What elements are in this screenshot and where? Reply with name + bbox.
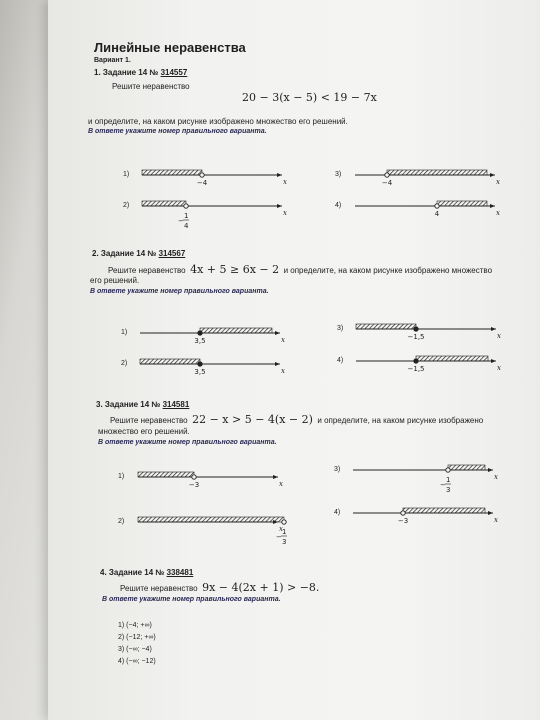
svg-text:1: 1: [282, 528, 287, 536]
point-label: 4: [434, 210, 440, 218]
task-4-number-link[interactable]: 338481: [166, 568, 194, 577]
axis-variable-label: x: [281, 336, 285, 344]
axis-variable-label: x: [496, 209, 500, 217]
worksheet-page: [48, 0, 540, 720]
axis-arrow-icon: [490, 204, 495, 208]
point-label: −3: [397, 517, 409, 525]
axis-arrow-icon: [273, 475, 278, 479]
svg-text:3: 3: [282, 538, 287, 546]
axis-variable-label: x: [281, 367, 285, 375]
svg-text:−: −: [276, 533, 282, 541]
task-2-statement: [108, 260, 492, 278]
task-4-statement: [120, 578, 319, 596]
axis-variable-label: x: [496, 178, 500, 186]
axis-arrow-icon: [488, 468, 493, 472]
t1-option-1-label: 1): [123, 171, 130, 178]
point-label: −4: [196, 179, 208, 187]
page-title: Линейные неравенства: [94, 40, 246, 55]
open-point: [282, 520, 286, 524]
hatched-solution-region: [437, 201, 487, 206]
closed-point: [198, 362, 202, 366]
task-1-inequality: 20 − 3(x − 5) < 19 − 7x: [242, 91, 377, 104]
t3-option-1-numberline[interactable]: [136, 466, 286, 502]
t3-option-3-label: 3): [334, 466, 341, 473]
svg-text:−: −: [440, 481, 446, 489]
task-2-instruction: В ответе укажите номер правильного варианта.: [90, 288, 269, 295]
t2-option-4-numberline[interactable]: [354, 350, 504, 386]
task-3-number-link[interactable]: 314581: [162, 400, 190, 409]
task-3-after-line1: и определите, на каком рисунке изображено: [317, 416, 484, 425]
t3-option-4-numberline[interactable]: [351, 502, 501, 538]
task-2-header: [92, 249, 185, 258]
axis-arrow-icon: [488, 511, 493, 515]
t1-option-2-numberline[interactable]: [140, 195, 290, 239]
axis-arrow-icon: [277, 173, 282, 177]
t1-option-4-numberline[interactable]: [353, 195, 503, 231]
task-2-after-line1: и определите, на каком рисунке изображено множество: [283, 266, 493, 275]
task-4-instruction: В ответе укажите номер правильного варианта.: [102, 596, 281, 603]
svg-text:3: 3: [446, 486, 451, 494]
t4-answer-2[interactable]: 2) (−12; +∞): [118, 634, 156, 641]
t3-option-4-label: 4): [334, 509, 341, 516]
axis-variable-label: x: [279, 480, 283, 488]
t3-option-2-numberline[interactable]: [136, 511, 286, 559]
axis-variable-label: x: [283, 178, 287, 186]
t3-option-1-label: 1): [118, 473, 125, 480]
closed-point: [414, 327, 418, 331]
svg-text:1: 1: [184, 212, 189, 220]
task-2-inequality: 4x + 5 ≥ 6x − 2: [190, 263, 280, 276]
open-point: [435, 204, 439, 208]
hatched-solution-region: [403, 508, 485, 513]
task-2-prefix: 2. Задание 14 №: [92, 249, 157, 258]
task-1-after-text: и определите, на каком рисунке изображено множество его решений.: [88, 117, 348, 126]
axis-arrow-icon: [275, 362, 280, 366]
t1-option-4-label: 4): [335, 202, 342, 209]
hatched-solution-region: [387, 170, 487, 175]
task-1-number-link[interactable]: 314557: [160, 68, 188, 77]
task-4-inequality: 9x − 4(2x + 1) > −8.: [202, 581, 320, 594]
task-3-prefix: 3. Задание 14 №: [96, 400, 161, 409]
task-3-inequality: 22 − x > 5 − 4(x − 2): [192, 413, 313, 426]
t3-option-2-label: 2): [118, 518, 125, 525]
closed-point: [414, 359, 418, 363]
hatched-solution-region: [356, 324, 416, 329]
t2-option-2-label: 2): [121, 360, 128, 367]
fraction-point-label: [276, 528, 287, 546]
task-1-intro: Решите неравенство: [112, 82, 190, 91]
axis-variable-label: x: [279, 525, 283, 533]
t2-option-1-label: 1): [121, 329, 128, 336]
svg-text:−: −: [178, 217, 184, 225]
t2-option-2-numberline[interactable]: [138, 353, 288, 389]
point-label: −1,5: [407, 333, 425, 341]
svg-text:1: 1: [446, 476, 451, 484]
task-4-intro: Решите неравенство: [120, 584, 198, 593]
t3-option-3-numberline[interactable]: [351, 459, 501, 507]
closed-point: [198, 331, 202, 335]
hatched-solution-region: [448, 465, 485, 470]
svg-text:4: 4: [184, 222, 189, 230]
point-label: 3,5: [194, 337, 206, 345]
t4-answer-1[interactable]: 1) (−4; +∞): [118, 622, 152, 629]
task-1-header: [94, 68, 187, 77]
task-3-intro: Решите неравенство: [110, 416, 188, 425]
hatched-solution-region: [142, 170, 202, 175]
axis-arrow-icon: [275, 331, 280, 335]
task-4-header: [100, 568, 193, 577]
axis-arrow-icon: [491, 359, 496, 363]
axis-variable-label: x: [497, 364, 501, 372]
hatched-solution-region: [140, 359, 200, 364]
point-label: −1,5: [407, 365, 425, 373]
axis-arrow-icon: [277, 204, 282, 208]
task-3-instruction: В ответе укажите номер правильного варианта.: [98, 439, 277, 446]
fraction-point-label: [178, 212, 189, 230]
t4-answer-4[interactable]: 4) (−∞; −12): [118, 658, 156, 665]
hatched-solution-region: [138, 472, 194, 477]
t2-option-3-label: 3): [337, 325, 344, 332]
axis-variable-label: x: [283, 209, 287, 217]
hatched-solution-region: [138, 517, 284, 522]
task-4-prefix: 4. Задание 14 №: [100, 568, 165, 577]
t1-option-2-label: 2): [123, 202, 130, 209]
task-2-intro: Решите неравенство: [108, 266, 186, 275]
task-2-after-line2: его решений.: [90, 276, 140, 285]
hatched-solution-region: [200, 328, 272, 333]
fraction-point-label: [440, 476, 451, 494]
axis-variable-label: x: [494, 516, 498, 524]
open-point: [401, 511, 405, 515]
t2-option-3-numberline[interactable]: [354, 318, 504, 354]
hatched-solution-region: [142, 201, 186, 206]
point-label: −3: [188, 481, 200, 489]
t4-answer-3[interactable]: 3) (−∞; −4): [118, 646, 152, 653]
open-point: [385, 173, 389, 177]
open-point: [192, 475, 196, 479]
point-label: 3,5: [194, 368, 206, 376]
task-1-instruction: В ответе укажите номер правильного варианта.: [88, 128, 267, 135]
variant-label: Вариант 1.: [94, 57, 131, 64]
open-point: [446, 468, 450, 472]
open-point: [200, 173, 204, 177]
open-point: [184, 204, 188, 208]
axis-variable-label: x: [497, 332, 501, 340]
t2-option-4-label: 4): [337, 357, 344, 364]
task-3-statement: [110, 410, 483, 428]
hatched-solution-region: [416, 356, 488, 361]
task-2-number-link[interactable]: 314567: [158, 249, 186, 258]
axis-arrow-icon: [491, 327, 496, 331]
axis-variable-label: x: [494, 473, 498, 481]
t1-option-3-label: 3): [335, 171, 342, 178]
task-1-prefix: 1. Задание 14 №: [94, 68, 159, 77]
task-3-after-line2: множество его решений.: [98, 427, 190, 436]
point-label: −4: [381, 179, 393, 187]
axis-arrow-icon: [490, 173, 495, 177]
task-3-header: [96, 400, 189, 409]
